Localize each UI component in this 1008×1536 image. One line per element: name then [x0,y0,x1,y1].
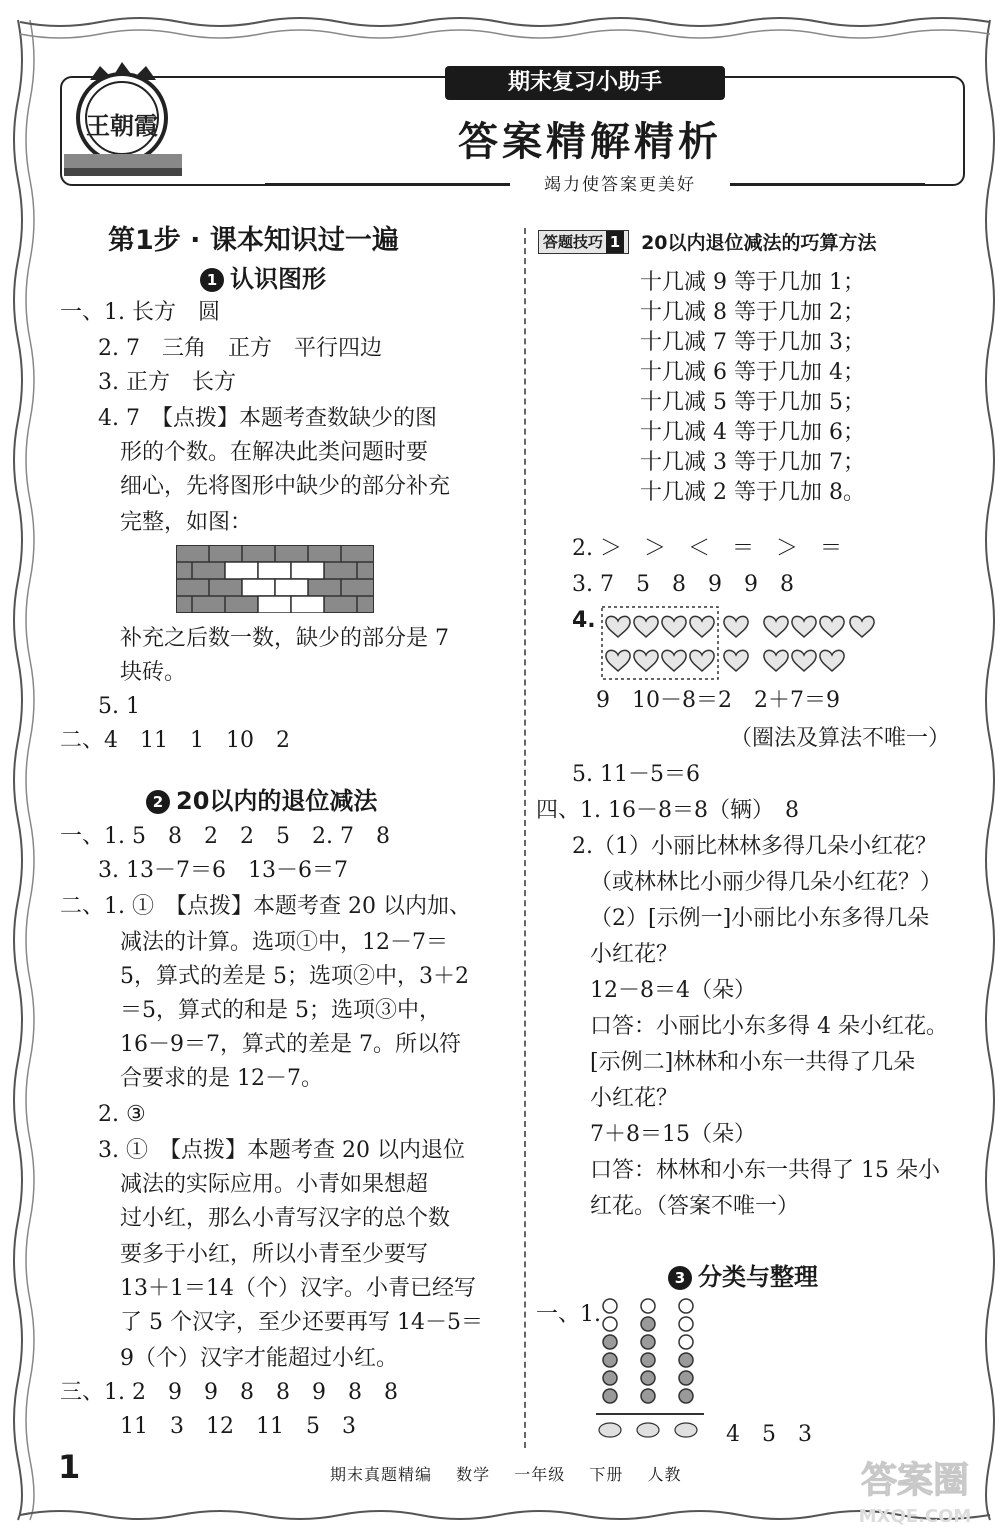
rule-line: 十几减 9 等于几加 1； [640,270,865,295]
header-tag: 期末复习小助手 [445,66,725,100]
answer-line: 3. 13－7＝6 13－6＝7 [98,858,348,883]
rule-line: 十几减 5 等于几加 5； [640,390,865,415]
filled-dot [679,1371,693,1385]
section-3-title [668,1262,818,1292]
tip-label: 答题技巧 [543,233,604,251]
answer-line: 7＋8＝15（朵） [590,1122,756,1147]
filled-dot [603,1389,617,1403]
answer-line: 11 3 12 11 5 3 [120,1414,356,1439]
footer-book: 期末真题精编 [330,1465,433,1484]
brand-logo [60,58,185,183]
watermark-url: MXQE.COM [858,1506,972,1527]
answer-line: （或林林比小丽少得几朵小红花？） [590,870,943,895]
answer-line: 形的个数。在解决此类问题时要 [120,440,429,465]
answer-line: 4 5 3 [726,1422,812,1447]
rule-line: 十几减 6 等于几加 4； [640,360,865,385]
answer-line: 一、1. 5 8 2 2 5 2. 7 8 [60,824,390,849]
filled-dot [679,1389,693,1403]
answer-line: 4. 7 【点拨】本题考查数缺少的图 [98,406,437,431]
filled-dot [679,1353,693,1367]
watermark [840,1450,990,1530]
answer-line: 2.（1）小丽比林林多得几朵小红花？ [572,834,937,859]
answer-line: 合要求的是 12－7。 [120,1066,323,1091]
section-2-number: 2 [146,790,170,814]
animal-icon [675,1423,697,1437]
answer-line: 9（个）汉字才能超过小红。 [120,1346,398,1371]
animal-icon [599,1423,621,1437]
answer-label: 4. [572,608,596,633]
rule-line: 十几减 4 等于几加 6； [640,420,865,445]
empty-dot [603,1317,617,1331]
hearts-figure [600,605,890,685]
answer-line: 减法的计算。选项①中，12－7＝ [120,930,448,955]
answer-line: 一、1. 长方 圆 [60,300,220,325]
tip-heading [538,228,877,258]
empty-dot [603,1299,617,1313]
answer-line: 减法的实际应用。小青如果想超 [120,1172,429,1197]
header-subtitle: 竭力使答案更美好 [510,170,730,195]
answer-line: 9 10－8＝2 2＋7＝9 [596,688,840,713]
tip-badge [538,230,629,254]
page-number: 1 [58,1448,81,1486]
answer-line: 过小红，那么小青写汉字的总个数 [120,1206,451,1231]
section-2-label: 20以内的退位减法 [176,787,378,815]
brick-wall-figure [176,545,374,613]
footer-volume: 下册 [589,1465,624,1484]
animal-icon [637,1423,659,1437]
answer-line: 小红花？ [590,1086,679,1111]
answer-label: 一、1. [536,1302,601,1327]
tip-number: 1 [606,231,624,253]
section-2-title [146,786,377,816]
filled-dot [603,1335,617,1349]
section-1-title [200,264,326,294]
empty-dot [641,1299,655,1313]
section-1-number: 1 [200,268,224,292]
answer-line: 3. ① 【点拨】本题考查 20 以内退位 [98,1138,465,1163]
filled-dot [641,1371,655,1385]
answer-line: 补充之后数一数，缺少的部分是 7 [120,626,449,651]
answer-line: 完整，如图： [120,510,253,535]
section-1-label: 认识图形 [230,265,326,293]
answer-line: 12－8＝4（朵） [590,978,756,1003]
answer-line: 13＋1＝14（个）汉字。小青已经写 [120,1276,476,1301]
column-divider [524,228,526,1448]
watermark-text: 答案圈 [860,1460,970,1501]
footer-edition: 人教 [647,1465,682,1484]
page-title: 答案精解精析 [458,119,722,165]
page-header [60,58,970,200]
answer-line: 红花。（答案不唯一） [590,1194,800,1219]
answer-line: 2. 7 三角 正方 平行四边 [98,336,382,361]
answer-line: 块砖。 [120,660,187,685]
answer-line: 三、1. 2 9 9 8 8 9 8 8 [60,1380,398,1405]
answer-line: 口答：小丽比小东多得 4 朵小红花。 [590,1014,948,1039]
answer-line: 细心，先将图形中缺少的部分补充 [120,474,451,499]
filled-dot [641,1317,655,1331]
answer-line: 5. 11－5＝6 [572,762,700,787]
step-title: 第1步 · 课本知识过一遍 [108,225,399,256]
answer-line: 2. ＞ ＞ ＜ ＝ ＞ ＝ [572,536,842,561]
answer-line: 3. 正方 长方 [98,370,236,395]
footer-subject: 数学 [456,1465,491,1484]
answer-line: 二、4 11 1 10 2 [60,728,290,753]
answer-line: 四、1. 16－8＝8（辆） 8 [536,798,799,823]
footer-grade: 一年级 [514,1465,566,1484]
answer-line: 5，算式的差是 5；选项②中，3＋2 [120,964,469,989]
empty-dot [679,1317,693,1331]
classification-dot-chart [596,1296,716,1446]
answer-line: 3. 7 5 8 9 9 8 [572,572,794,597]
rule-line: 十几减 3 等于几加 7； [640,450,865,475]
filled-dot [603,1353,617,1367]
answer-line: ＝5，算式的和是 5；选项③中， [120,998,441,1023]
answer-line: 2. ③ [98,1102,146,1127]
filled-dot [641,1389,655,1403]
answer-note: （圈法及算法不唯一） [730,726,951,751]
tip-title: 20以内退位减法的巧算方法 [641,232,877,254]
empty-dot [679,1299,693,1313]
answer-line: 小红花？ [590,942,679,967]
logo-text: 王朝霞 [86,111,158,140]
answer-line: 口答：林林和小东一共得了 15 朵小 [590,1158,940,1183]
rule-line: 十几减 8 等于几加 2； [640,300,865,325]
answer-line: 要多于小红，所以小青至少要写 [120,1242,429,1267]
section-3-number: 3 [668,1266,692,1290]
section-3-label: 分类与整理 [698,1263,818,1291]
filled-dot [641,1335,655,1349]
answer-line: [示例二]林林和小东一共得了几朵 [590,1050,916,1075]
rule-line: 十几减 7 等于几加 3； [640,330,865,355]
rule-line: 十几减 2 等于几加 8。 [640,480,865,505]
answer-line: 16－9＝7，算式的差是 7。所以符 [120,1032,461,1057]
empty-dot [679,1335,693,1349]
footer-info [330,1462,699,1485]
answer-line: 了 5 个汉字，至少还要再写 14－5＝ [120,1310,483,1335]
answer-line: （2）[示例一]小丽比小东多得几朵 [590,906,930,931]
filled-dot [641,1353,655,1367]
answer-line: 5. 1 [98,694,140,719]
filled-dot [603,1371,617,1385]
answer-line: 二、1. ① 【点拨】本题考查 20 以内加、 [60,894,471,919]
